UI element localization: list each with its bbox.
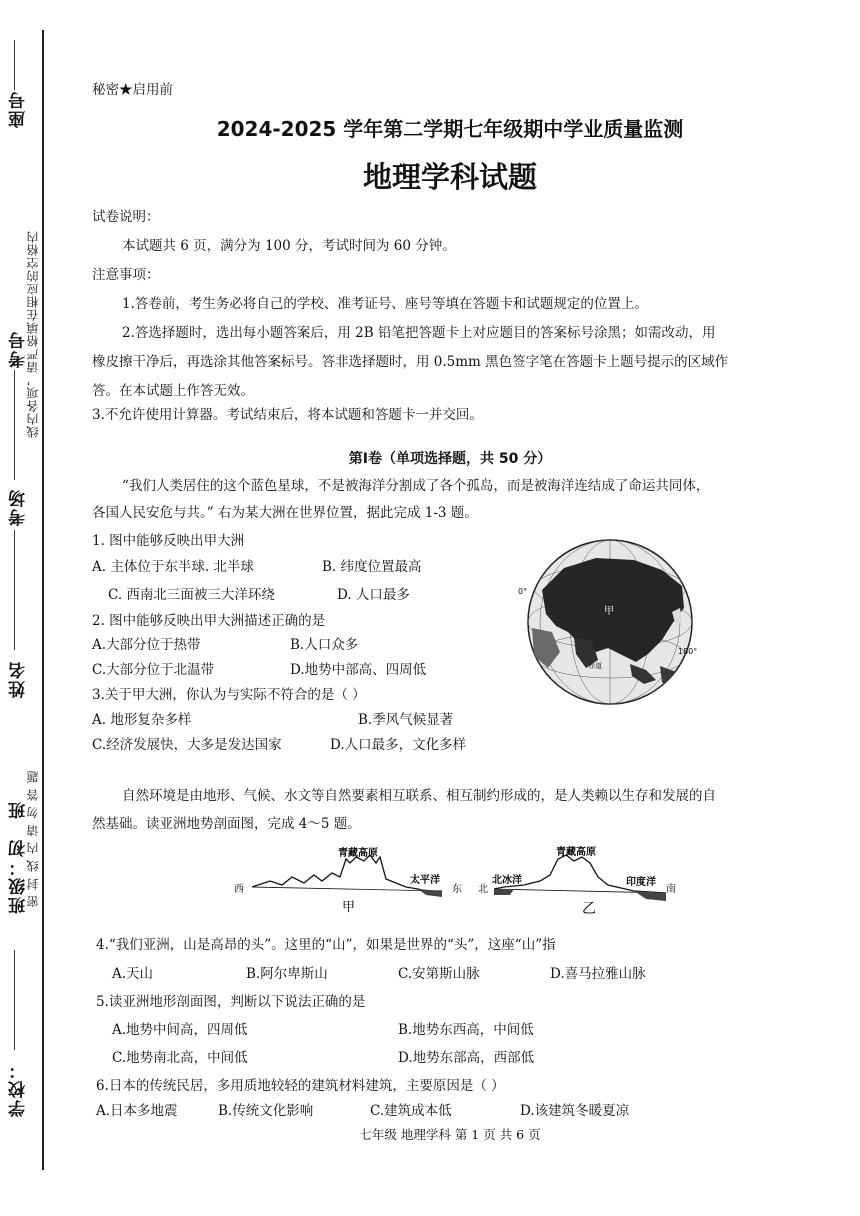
question-5-option-b: B.地势东西高，中间低 [398,1022,534,1038]
question-3-option-b: B.季风气候显著 [358,712,454,728]
question-5-option-d: D.地势东部高，西部低 [398,1050,535,1066]
question-2-option-b: B.人口众多 [290,637,359,653]
question-6-option-a: A.日本多地震 [96,1103,178,1119]
question-4-option-a: A.天山 [112,966,154,982]
question-1-option-a: A. 主体位于东半球. 北半球 [92,559,254,575]
note-2c: 答。在本试题上作答无效。 [92,383,254,399]
subject-title: 地理学科试题 [362,160,537,194]
section-1-intro-1: “我们人类居住的这个蓝色星球，不是被海洋分割成了各个孤岛，而是被海洋连结成了命运共同体， [122,478,710,494]
question-4-stem: 4.“我们亚洲，山是高昂的头”。这里的“山”，如果是世界的“头”，这座“山”指 [96,937,556,953]
profile-jia-west: 西 [234,884,244,895]
note-2b: 橡皮擦干净后，再选涂其他答案标号。答非选择题时，用 0.5mm 黑色签字笔在答题卡上题号提示的区域作 [92,354,729,370]
binding-line [42,30,44,1170]
question-2-option-c: C.大部分位于北温带 [92,662,215,678]
page-footer: 七年级 地理学科 第 1 页 共 6 页 [359,1127,541,1142]
question-3-stem: 3.关于甲大洲，你认为与实际不符合的是（ ） [92,687,366,703]
question-1-option-d: D. 人口最多 [337,587,410,603]
globe-label-0: 0° [518,587,528,596]
question-2-option-d: D.地势中部高、四周低 [290,662,427,678]
profile-yi-north: 北 [478,884,488,895]
seat-label: 座号 [9,90,29,128]
question-5-option-a: A.地势中间高，四周低 [112,1022,248,1038]
question-6-stem: 6.日本的传统民居，多用质地较轻的建筑材料建筑，主要原因是（ ） [96,1078,505,1094]
class-label: 班 [9,800,29,819]
instructions-label: 试卷说明： [92,209,160,225]
school-label: 学校： [9,1060,29,1117]
question-3-option-a: A. 地形复杂多样 [92,712,192,728]
question-4-option-c: C.安第斯山脉 [398,966,480,982]
globe-figure [512,528,708,718]
profile-yi-label: 乙 [582,901,596,915]
globe-label-equator: 赤道 [588,662,602,670]
binding-warning-2: 密 封 线 内 请 勿 答 题 [26,770,40,908]
name-label: 姓名 [9,660,29,698]
profile-yi-figure [474,845,684,915]
question-1-stem: 1. 图中能够反映出甲大洲 [92,533,245,549]
profile-jia-ocean: 太平洋 [410,875,440,886]
seat-blank[interactable] [14,40,15,90]
question-6-option-d: D.该建筑冬暖夏凉 [520,1103,630,1119]
name-blank[interactable] [14,530,15,650]
question-2-stem: 2. 图中能够反映出甲大洲描述正确的是 [92,613,326,629]
question-4-option-b: B.阿尔卑斯山 [246,966,328,982]
note-3: 3.不允许使用计算器。考试结束后，将本试题和答题卡一并交回。 [92,407,483,423]
section-2-intro-1: 自然环境是由地形、气候、水文等自然要素相互联系、相互制约形成的，是人类赖以生存和发展的自 [122,788,716,804]
binding-warning-1: 线内各项，请严格填在相应的空格内 [26,230,40,438]
notes-label: 注意事项： [92,267,160,283]
question-1-option-c: C. 西南北三面被三大洋环绕 [108,587,275,603]
room-label: 考场 [9,488,29,526]
question-1-option-b: B. 纬度位置最高 [322,559,422,575]
question-6-option-c: C.建筑成本低 [370,1103,452,1119]
section-1-heading: 第Ⅰ卷（单项选择题，共 50 分） [348,451,552,467]
exam-title: 2024-2025 学年第二学期七年级期中学业质量监测 [216,117,684,141]
profile-yi-peak: 青藏高原 [556,847,596,858]
globe-label-180: 180° [678,647,698,656]
note-2a: 2.答选择题时，选出每小题答案后，用 2B 铅笔把答题卡上对应题目的答案标号涂黑；如需改动，用 [122,325,716,341]
question-3-option-c: C.经济发展快，大多是发达国家 [92,737,282,753]
note-1: 1.答卷前，考生务必将自己的学校、准考证号、座号等填在答题卡和试题规定的位置上。 [122,296,648,312]
profile-yi-ocean-south: 印度洋 [626,877,656,888]
profile-yi-ocean-north: 北冰洋 [492,875,522,886]
question-4-option-d: D.喜马拉雅山脉 [550,966,646,982]
profile-jia-peak: 青藏高原 [338,848,378,859]
section-2-intro-2: 然基础。读亚洲地势剖面图，完成 4～5 题。 [92,816,361,832]
secret-label: 秘密★启用前 [92,82,173,98]
question-5-stem: 5.读亚洲地形剖面图，判断以下说法正确的是 [96,994,366,1010]
grade-label: 班级：初 [9,838,29,914]
question-5-option-c: C.地势南北高，中间低 [112,1050,248,1066]
question-3-option-d: D.人口最多，文化多样 [330,737,467,753]
question-6-option-b: B.传统文化影响 [218,1103,314,1119]
instructions-text: 本试题共 6 页，满分为 100 分，考试时间为 60 分钟。 [122,238,456,254]
globe-label-jia: 甲 [604,606,614,617]
school-blank[interactable] [14,950,15,1050]
exam-no-label: 考号 [9,330,29,368]
profile-jia-east: 东 [452,884,462,895]
section-1-intro-2: 各国人民安危与共。” 右为某大洲在世界位置，据此完成 1-3 题。 [92,505,478,521]
profile-yi-south: 南 [666,884,676,895]
question-2-option-a: A.大部分位于热带 [92,637,201,653]
profile-jia-label: 甲 [342,900,356,915]
profile-jia-figure [230,845,470,915]
